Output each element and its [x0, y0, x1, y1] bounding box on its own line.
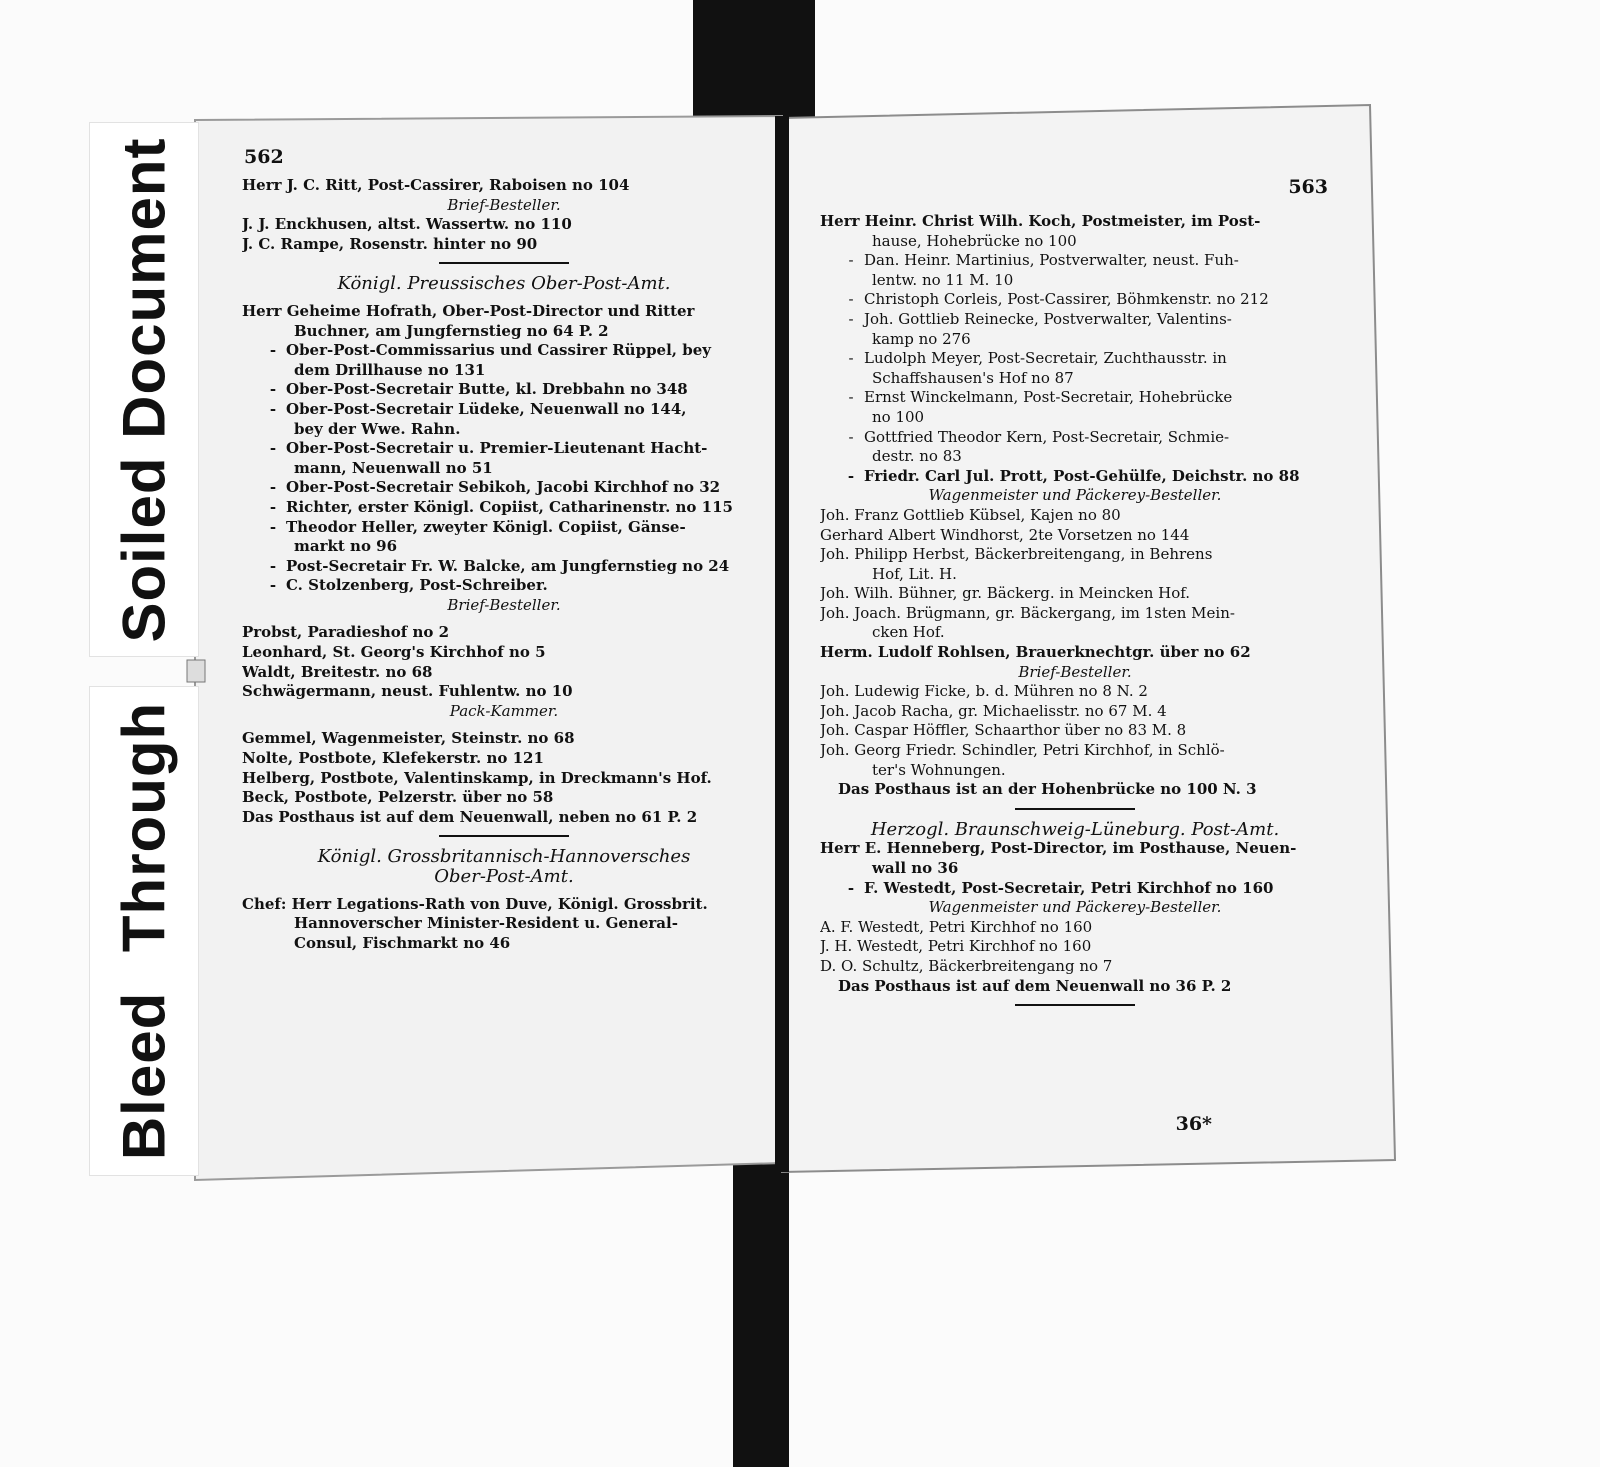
- entry-line: [242, 682, 766, 702]
- list-dash: -: [848, 349, 854, 368]
- section-rule: [439, 835, 569, 837]
- entry-line: [820, 839, 1330, 859]
- entry-line: [242, 478, 766, 498]
- spacer: [242, 887, 766, 895]
- line-text: Joh. Philipp Herbst, Bäckerbreitengang, in Behrens: [820, 545, 1213, 564]
- line-text: Friedr. Carl Jul. Prott, Post-Gehülfe, Deichstr. no 88: [864, 466, 1300, 485]
- section-heading: [820, 820, 1330, 840]
- line-text: Ober-Post-Secretair Butte, kl. Drebbahn no 348: [286, 380, 688, 399]
- entry-line: [820, 702, 1330, 722]
- line-text: dem Drillhause no 131: [294, 360, 486, 379]
- line-text: Königl. Grossbritannisch-Hannoversches: [317, 846, 691, 868]
- line-text: Chef: Herr Legations-Rath von Duve, Königl. Grossbrit.: [242, 894, 708, 913]
- entry-line: [820, 271, 1330, 291]
- line-text: kamp no 276: [872, 329, 971, 348]
- line-text: Beck, Postbote, Pelzerstr. über no 58: [242, 788, 554, 807]
- section-rule: [1015, 1004, 1135, 1006]
- section-rule: [1015, 808, 1135, 810]
- line-text: Schaffshausen's Hof no 87: [872, 368, 1074, 387]
- entry-line: [242, 322, 766, 342]
- line-text: Christoph Corleis, Post-Cassirer, Böhmkenstr. no 212: [864, 290, 1269, 309]
- right-page-text: [820, 198, 1330, 1016]
- line-text: Richter, erster Königl. Copiist, Catharinenstr. no 115: [286, 497, 733, 516]
- line-text: no 100: [872, 407, 925, 426]
- line-text: Herr Heinr. Christ Wilh. Koch, Postmeister, im Post-: [820, 212, 1261, 230]
- line-text: Post-Secretair Fr. W. Balcke, am Jungfernstieg no 24: [286, 556, 730, 575]
- line-text: Gerhard Albert Windhorst, 2te Vorsetzen no 144: [820, 525, 1190, 544]
- subsection-heading: [820, 898, 1330, 918]
- entry-line: [242, 439, 766, 459]
- entry-line: [242, 623, 766, 643]
- line-text: Herzogl. Braunschweig-Lüneburg. Post-Amt.: [870, 818, 1280, 840]
- line-text: Consul, Fischmarkt no 46: [294, 933, 511, 952]
- entry-line: [242, 518, 766, 538]
- entry-line: [820, 349, 1330, 369]
- line-text: bey der Wwe. Rahn.: [294, 419, 461, 438]
- line-text: Ober-Post-Secretair Sebikoh, Jacobi Kirchhof no 32: [286, 478, 721, 497]
- line-text: J. H. Westedt, Petri Kirchhof no 160: [820, 937, 1092, 956]
- list-dash: -: [269, 497, 277, 516]
- entry-line: [242, 215, 766, 235]
- entry-line: [820, 977, 1330, 997]
- spacer: [242, 721, 766, 729]
- line-text: Hannoverscher Minister-Resident u. General-: [294, 914, 678, 933]
- subsection-heading: [242, 702, 766, 722]
- line-text: Herr J. C. Ritt, Post-Cassirer, Raboisen no 104: [242, 176, 630, 194]
- entry-line: [820, 937, 1330, 957]
- line-text: Königl. Preussisches Ober-Post-Amt.: [337, 273, 671, 295]
- line-text: D. O. Schultz, Bäckerbreitengang no 7: [820, 956, 1113, 975]
- entry-line: [242, 380, 766, 400]
- entry-line: [242, 537, 766, 557]
- line-text: Leonhard, St. Georg's Kirchhof no 5: [242, 643, 546, 662]
- entry-line: [242, 420, 766, 440]
- line-text: Brief-Besteller.: [1018, 662, 1132, 681]
- right-page-number: 563: [1288, 176, 1328, 198]
- entry-line: [820, 232, 1330, 252]
- entry-line: [242, 895, 766, 915]
- soiled-document-text: Soiled Document: [110, 136, 178, 643]
- entry-line: [820, 643, 1330, 663]
- line-text: Ober-Post-Secretair u. Premier-Lieutenant Hacht-: [286, 439, 708, 458]
- entry-line: [820, 330, 1330, 350]
- entry-line: [820, 369, 1330, 389]
- entry-line: [820, 545, 1330, 565]
- line-text: markt no 96: [294, 537, 398, 556]
- line-text: Ober-Post-Commissarius und Cassirer Rüppel, bey: [286, 341, 711, 360]
- entry-line: [820, 212, 1330, 232]
- line-text: A. F. Westedt, Petri Kirchhof no 160: [820, 917, 1093, 936]
- list-dash: -: [269, 341, 277, 360]
- section-rule: [439, 262, 569, 264]
- list-dash: -: [269, 478, 277, 497]
- entry-line: [820, 604, 1330, 624]
- line-text: Ober-Post-Amt.: [434, 866, 574, 887]
- subsection-heading: [242, 596, 766, 616]
- entry-line: [242, 361, 766, 381]
- line-text: Joh. Wilh. Bühner, gr. Bäckerg. in Meincken Hof.: [820, 584, 1191, 603]
- list-dash: -: [848, 309, 854, 328]
- list-dash: -: [269, 517, 277, 536]
- line-text: J. C. Rampe, Rosenstr. hinter no 90: [242, 234, 538, 253]
- line-text: Brief-Besteller.: [447, 195, 561, 214]
- entry-line: [820, 290, 1330, 310]
- entry-line: [820, 957, 1330, 977]
- entry-line: [242, 663, 766, 683]
- list-dash: -: [847, 466, 855, 485]
- entry-line: [242, 749, 766, 769]
- list-dash: -: [848, 251, 854, 270]
- line-text: Pack-Kammer.: [449, 701, 559, 720]
- line-text: Das Posthaus ist auf dem Neuenwall no 36 P. 2: [838, 976, 1232, 995]
- entry-line: [242, 341, 766, 361]
- entry-line: [820, 623, 1330, 643]
- list-dash: -: [847, 878, 855, 897]
- section-heading: [242, 867, 766, 887]
- clip-mark: [187, 660, 205, 682]
- line-text: Herr E. Henneberg, Post-Director, im Posthause, Neuen-: [820, 839, 1297, 858]
- entry-line: [242, 176, 766, 196]
- entry-line: [242, 400, 766, 420]
- entry-line: [820, 682, 1330, 702]
- entry-line: [820, 428, 1330, 448]
- bleed-through-label: [89, 686, 199, 1176]
- spacer: [820, 198, 1330, 212]
- entry-line: [242, 808, 766, 828]
- entry-line: [820, 526, 1330, 546]
- line-text: Buchner, am Jungfernstieg no 64 P. 2: [294, 321, 609, 340]
- entry-line: [242, 576, 766, 596]
- entry-line: [242, 302, 766, 322]
- binding-strip-bottom: [733, 1155, 789, 1467]
- left-page: [242, 140, 766, 1100]
- line-text: Schwägermann, neust. Fuhlentw. no 10: [242, 682, 573, 701]
- entry-line: [242, 788, 766, 808]
- entry-line: [820, 918, 1330, 938]
- entry-line: [820, 388, 1330, 408]
- line-text: Joh. Franz Gottlieb Kübsel, Kajen no 80: [820, 505, 1121, 524]
- line-text: mann, Neuenwall no 51: [294, 458, 493, 477]
- signature-mark: 36*: [1175, 1113, 1212, 1130]
- line-text: Das Posthaus ist auf dem Neuenwall, neben no 61 P. 2: [242, 807, 698, 826]
- line-text: Joh. Georg Friedr. Schindler, Petri Kirchhof, in Schlö-: [820, 741, 1225, 760]
- subsection-heading: [820, 486, 1330, 506]
- line-text: C. Stolzenberg, Post-Schreiber.: [286, 576, 548, 595]
- entry-line: [242, 235, 766, 255]
- entry-line: [242, 934, 766, 954]
- entry-line: [820, 741, 1330, 761]
- line-text: Joh. Ludewig Ficke, b. d. Mühren no 8 N. 2: [820, 682, 1148, 701]
- list-dash: -: [269, 439, 277, 458]
- line-text: Probst, Paradieshof no 2: [242, 623, 450, 642]
- left-page-text: [242, 176, 766, 953]
- line-text: Wagenmeister und Päckerey-Besteller.: [928, 898, 1222, 917]
- subsection-heading: [242, 196, 766, 216]
- line-text: Ernst Winckelmann, Post-Secretair, Hohebrücke: [864, 388, 1233, 407]
- line-text: Wagenmeister und Päckerey-Besteller.: [928, 486, 1222, 505]
- section-heading: [242, 274, 766, 294]
- line-text: cken Hof.: [872, 623, 945, 642]
- line-text: F. Westedt, Post-Secretair, Petri Kirchhof no 160: [864, 878, 1274, 897]
- entry-line: [820, 310, 1330, 330]
- entry-line: [242, 459, 766, 479]
- entry-line: [242, 643, 766, 663]
- entry-line: [242, 769, 766, 789]
- list-dash: -: [848, 290, 854, 309]
- line-text: Hof, Lit. H.: [872, 564, 957, 583]
- line-text: Dan. Heinr. Martinius, Postverwalter, neust. Fuh-: [864, 251, 1239, 270]
- line-text: Brief-Besteller.: [447, 595, 561, 614]
- line-text: lentw. no 11 M. 10: [872, 270, 1014, 289]
- entry-line: [820, 761, 1330, 781]
- entry-line: [820, 447, 1330, 467]
- line-text: Herm. Ludolf Rohlsen, Brauerknechtgr. über no 62: [820, 643, 1251, 662]
- list-dash: -: [848, 388, 854, 407]
- right-page: [820, 170, 1330, 1130]
- list-dash: -: [269, 556, 277, 575]
- line-text: destr. no 83: [872, 447, 962, 466]
- line-text: Herr Geheime Hofrath, Ober-Post-Director und Ritter: [242, 301, 695, 320]
- line-text: Gottfried Theodor Kern, Post-Secretair, Schmie-: [864, 427, 1230, 446]
- list-dash: -: [269, 399, 277, 418]
- line-text: Helberg, Postbote, Valentinskamp, in Dreckmann's Hof.: [242, 768, 712, 787]
- line-text: Gemmel, Wagenmeister, Steinstr. no 68: [242, 729, 575, 748]
- entry-line: [820, 251, 1330, 271]
- line-text: wall no 36: [872, 859, 959, 877]
- entry-line: [242, 557, 766, 577]
- entry-line: [820, 565, 1330, 585]
- spacer: [242, 294, 766, 302]
- list-dash: -: [848, 427, 854, 446]
- entry-line: [820, 506, 1330, 526]
- entry-line: [820, 467, 1330, 487]
- left-page-number: 562: [244, 146, 284, 168]
- line-text: Joh. Jacob Racha, gr. Michaelisstr. no 67 M. 4: [820, 701, 1167, 720]
- entry-line: [242, 914, 766, 934]
- line-text: Theodor Heller, zweyter Königl. Copiist, Gänse-: [286, 517, 686, 536]
- line-text: Ludolph Meyer, Post-Secretair, Zuchthausstr. in: [864, 349, 1227, 368]
- line-text: J. J. Enckhusen, altst. Wassertw. no 110: [242, 215, 572, 234]
- line-text: hause, Hohebrücke no 100: [872, 231, 1077, 250]
- entry-line: [820, 859, 1330, 879]
- entry-line: [242, 498, 766, 518]
- entry-line: [820, 584, 1330, 604]
- line-text: Joh. Joach. Brügmann, gr. Bäckergang, im 1sten Mein-: [820, 603, 1235, 622]
- bleed-through-text: Bleed Through: [110, 701, 178, 1161]
- entry-line: [820, 408, 1330, 428]
- entry-line: [820, 879, 1330, 899]
- line-text: ter's Wohnungen.: [872, 760, 1006, 779]
- list-dash: -: [269, 380, 277, 399]
- entry-line: [242, 729, 766, 749]
- line-text: Nolte, Postbote, Klefekerstr. no 121: [242, 749, 544, 768]
- line-text: Waldt, Breitestr. no 68: [242, 662, 433, 681]
- list-dash: -: [269, 576, 277, 595]
- entry-line: [820, 780, 1330, 800]
- soiled-document-label: [89, 122, 199, 657]
- subsection-heading: [820, 663, 1330, 683]
- line-text: Joh. Caspar Höffler, Schaarthor über no 83 M. 8: [820, 721, 1187, 740]
- line-text: Joh. Gottlieb Reinecke, Postverwalter, Valentins-: [864, 309, 1232, 328]
- line-text: Das Posthaus ist an der Hohenbrücke no 100 N. 3: [838, 780, 1257, 799]
- spacer: [242, 615, 766, 623]
- entry-line: [820, 721, 1330, 741]
- section-heading: [242, 847, 766, 867]
- line-text: Ober-Post-Secretair Lüdeke, Neuenwall no 144,: [286, 399, 687, 418]
